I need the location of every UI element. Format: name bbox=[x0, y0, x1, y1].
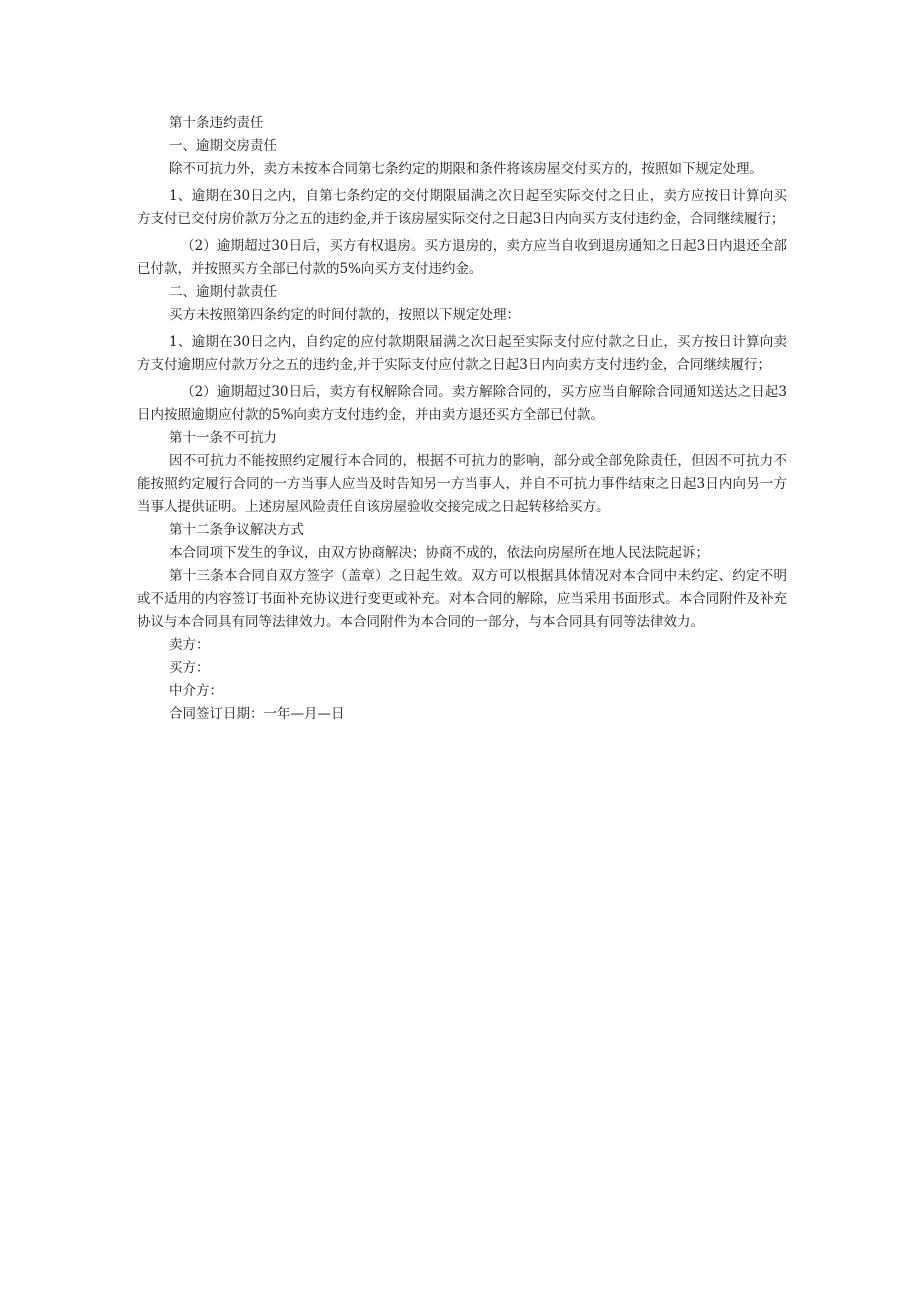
late-payment-clause-2: （2）逾期超过30日后，卖方有权解除合同。卖方解除合同的，买方应当自解除合同通知送达之日起3日内按照逾期应付款的5%向卖方支付违约金，并由卖方退还买方全部已付款。 bbox=[137, 384, 787, 423]
article-10-heading: 第十条违约责任 bbox=[169, 115, 264, 131]
section-late-delivery-heading: 一、逾期交房责任 bbox=[169, 138, 277, 154]
article-12-heading: 第十二条争议解决方式 bbox=[169, 522, 304, 538]
late-payment-clause-1: 1、逾期在30日之内，自约定的应付款期限届满之次日起至实际支付应付款之日止，买方按日计算向卖方支付逾期应付款万分之五的违约金,并于实际支付应付款之日起3日内向卖方支付违约金，合同继续履行； bbox=[137, 334, 787, 373]
late-delivery-clause-2: （2）逾期超过30日后，买方有权退房。买方退房的，卖方应当自收到退房通知之日起3日内退还全部已付款，并按照买方全部已付款的5%向买方支付违约金。 bbox=[137, 238, 787, 277]
late-payment-intro: 买方未按照第四条约定的时间付款的，按照以下规定处理： bbox=[169, 307, 520, 323]
late-delivery-clause-1: 1、逾期在30日之内，自第七条约定的交付期限届满之次日起至实际交付之日止，卖方应按日计算向买方支付已交付房价款万分之五的违约金,并于该房屋实际交付之日起3日内向买方支付违约金，合同继续履行； bbox=[137, 188, 787, 227]
agent-signature-line: 中介方： bbox=[169, 683, 223, 699]
buyer-signature-line: 买方： bbox=[169, 660, 210, 676]
contract-date-line: 合同签订日期：一年—月—日 bbox=[169, 706, 345, 722]
force-majeure-text: 因不可抗力不能按照约定履行本合同的，根据不可抗力的影响，部分或全部免除责任，但因不可抗力不能按照约定履行合同的一方当事人应当及时告知另一方当事人，并自不可抗力事件结束之日起3日内向另一方当事人提供证明。上述房屋风险责任自该房屋验收交接完成之日起转移给买方。 bbox=[137, 453, 787, 515]
section-late-payment-heading: 二、逾期付款责任 bbox=[169, 284, 277, 300]
late-delivery-intro: 除不可抗力外，卖方未按本合同第七条约定的期限和条件将该房屋交付买方的，按照如下规定处理。 bbox=[169, 161, 763, 177]
article-13-text: 第十三条本合同自双方签字（盖章）之日起生效。双方可以根据具体情况对本合同中未约定、约定不明或不适用的内容签订书面补充协议进行变更或补充。对本合同的解除，应当采用书面形式。本合同附件及补充协议与本合同具有同等法律效力。本合同附件为本合同的一部分，与本合同具有同等法律效力。 bbox=[137, 568, 787, 630]
dispute-resolution-text: 本合同项下发生的争议，由双方协商解决；协商不成的，依法向房屋所在地人民法院起诉； bbox=[169, 545, 709, 561]
article-11-heading: 第十一条不可抗力 bbox=[169, 430, 277, 446]
seller-signature-line: 卖方： bbox=[169, 637, 210, 653]
document-body bbox=[137, 112, 787, 726]
